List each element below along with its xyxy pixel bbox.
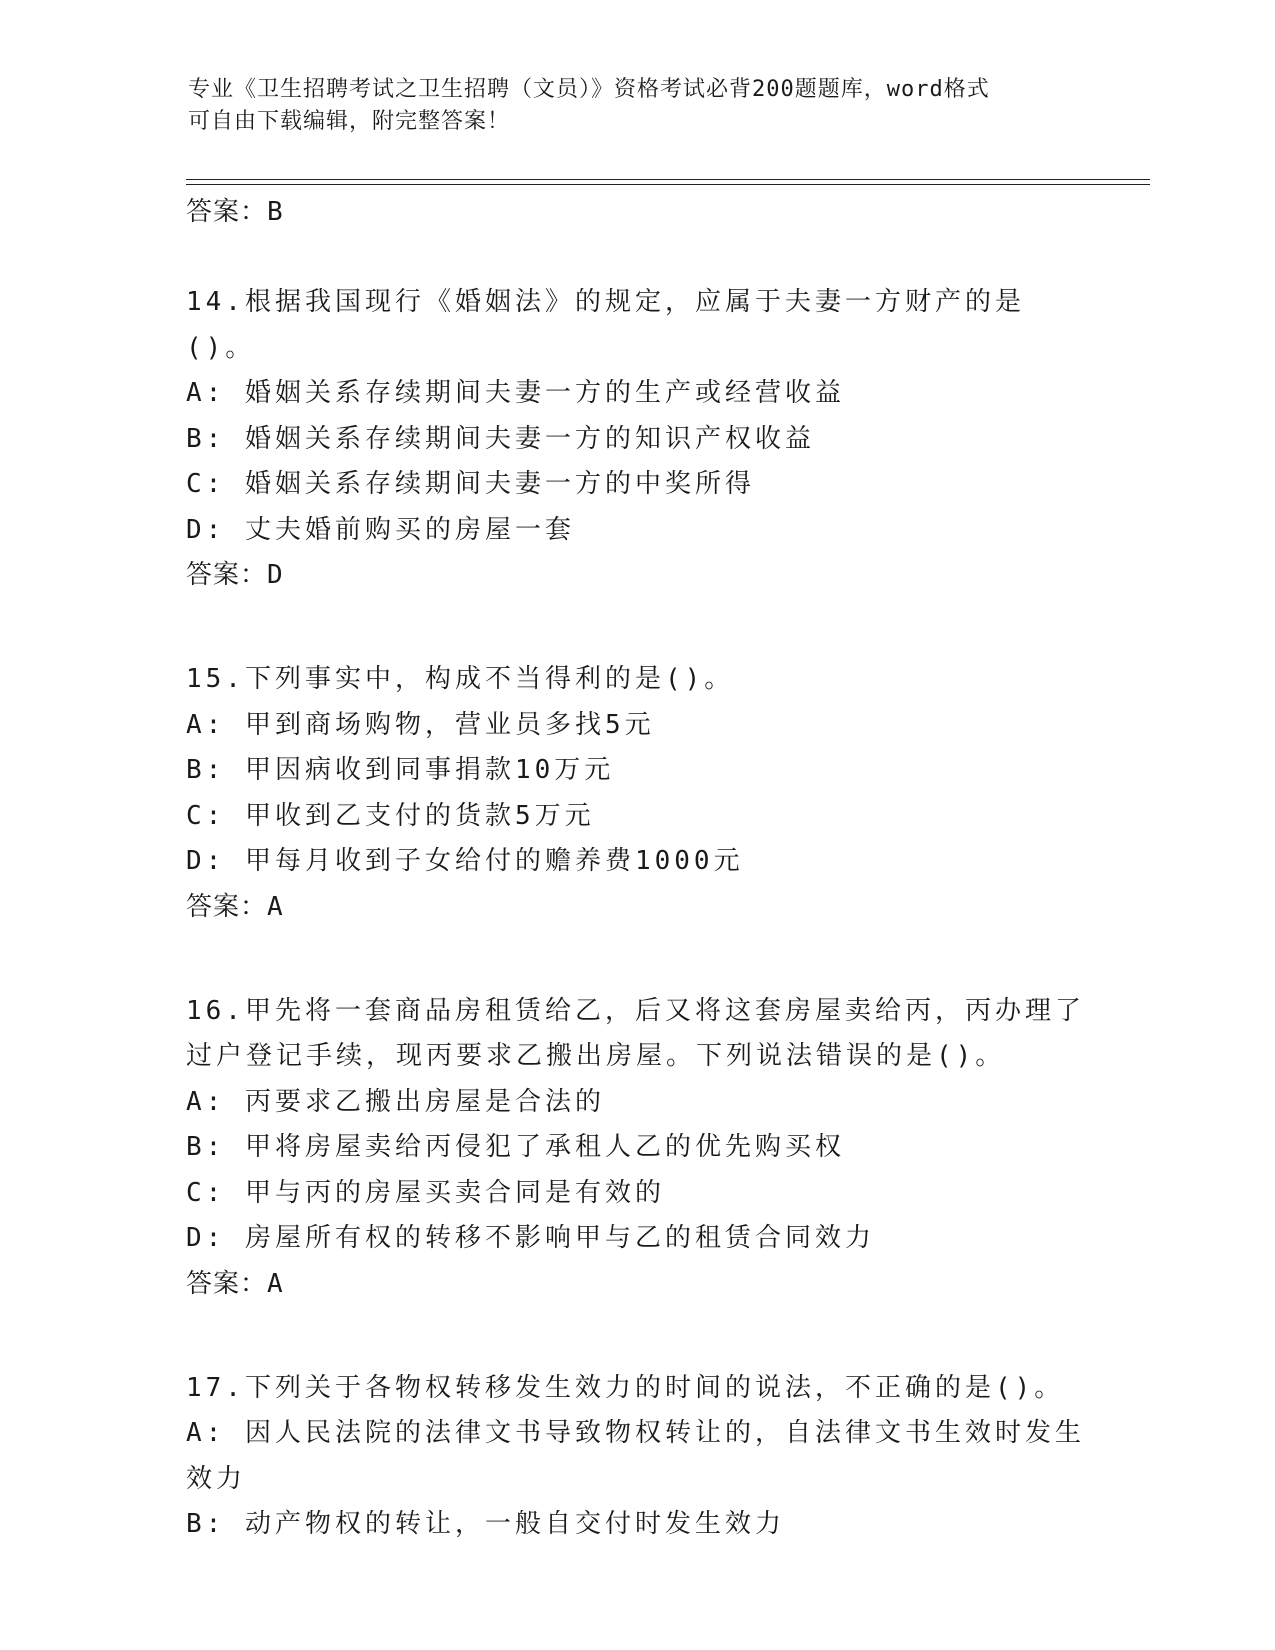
option-c: C: 甲收到乙支付的货款5万元 [186, 800, 595, 831]
option-b: B: 婚姻关系存续期间夫妻一方的知识产权收益 [186, 423, 815, 454]
option-c: C: 婚姻关系存续期间夫妻一方的中奖所得 [186, 469, 755, 499]
header-line-2: 可自由下载编辑，附完整答案！ [188, 109, 511, 134]
question-block [186, 1366, 1086, 1548]
answer-line: 答案：A [186, 1268, 284, 1299]
header-divider-top [186, 179, 1150, 180]
answer-line: 答案：A [186, 891, 284, 922]
question-stem: 15.下列事实中，构成不当得利的是()。 [186, 664, 735, 694]
document-header [188, 74, 1088, 138]
option-d: D: 甲每月收到子女给付的赡养费1000元 [186, 846, 744, 876]
option-d: D: 丈夫婚前购买的房屋一套 [186, 514, 575, 545]
option-d: D: 房屋所有权的转移不影响甲与乙的租赁合同效力 [186, 1223, 875, 1253]
answer-line: 答案：B [186, 197, 284, 227]
question-block [186, 280, 1086, 597]
header-divider-bottom [186, 184, 1150, 185]
option-b: B: 动产物权的转让，一般自交付时发生效力 [186, 1509, 785, 1539]
question-stem: 16.甲先将一套商品房租赁给乙，后又将这套房屋卖给丙，丙办理了过户登记手续，现丙要求乙搬出房屋。下列说法错误的是()。 [186, 995, 1085, 1071]
option-c: C: 甲与丙的房屋买卖合同是有效的 [186, 1177, 665, 1208]
question-block [186, 657, 1086, 929]
option-a: A: 丙要求乙搬出房屋是合法的 [186, 1086, 605, 1117]
option-b: B: 甲因病收到同事捐款10万元 [186, 755, 615, 785]
answer-line: 答案：D [186, 560, 284, 590]
option-b: B: 甲将房屋卖给丙侵犯了承租人乙的优先购买权 [186, 1132, 845, 1162]
question-list [186, 190, 1086, 1548]
question-stem: 17.下列关于各物权转移发生效力的时间的说法，不正确的是()。 [186, 1372, 1065, 1403]
option-a: A: 婚姻关系存续期间夫妻一方的生产或经营收益 [186, 378, 845, 408]
question-block [186, 989, 1086, 1306]
question-stem: 14.根据我国现行《婚姻法》的规定，应属于夫妻一方财产的是()。 [186, 287, 1025, 363]
header-line-1: 专业《卫生招聘考试之卫生招聘（文员）》资格考试必背200题题库，word格式 [188, 77, 990, 102]
option-a: A: 甲到商场购物，营业员多找5元 [186, 709, 655, 740]
option-a: A: 因人民法院的法律文书导致物权转让的，自法律文书生效时发生效力 [186, 1418, 1085, 1494]
